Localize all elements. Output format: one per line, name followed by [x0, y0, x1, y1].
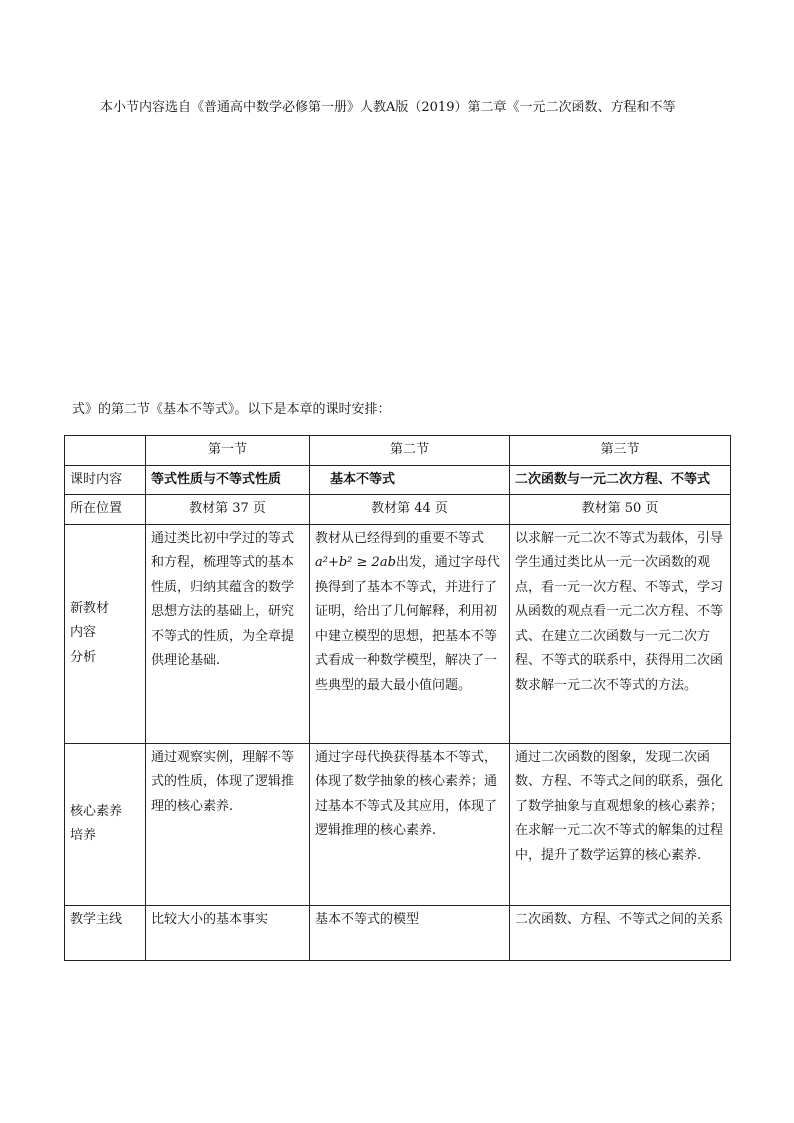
header-cell-section-2: 第二节 [310, 436, 510, 466]
cell-content-3: 二次函数与一元二次方程、不等式 [510, 465, 731, 495]
cell-new-content-1: 通过类比初中学过的等式和方程，梳理等式的基本性质，归纳其蕴含的数学思想方法的基础上，研究不等式的性质，为全章提供理论基础. [146, 524, 310, 743]
cell-mainline-2: 基本不等式的模型 [310, 905, 510, 960]
intro-line-2: 式》的第二节《基本不等式》。以下是本章的课时安排： [72, 402, 391, 417]
table-row-mainline [65, 905, 731, 960]
cell-content-2: 基本不等式 [310, 465, 510, 495]
cell-core-3: 通过二次函数的图象，发现二次函数、方程、不等式之间的联系，强化了数学抽象与直观想象的核心素养；在求解一元二次不等式的解集的过程中，提升了数学运算的核心素养. [510, 743, 731, 905]
cell-new-content-2-pre: 教材从已经得到的重要不等式 [315, 530, 485, 546]
row-label-position: 所在位置 [65, 495, 146, 525]
row-label-new-content-line-3: 分析 [70, 649, 97, 665]
row-label-new-content-line-2: 内容 [70, 625, 97, 641]
row-label-new-content [65, 524, 146, 743]
row-label-new-content-line-1: 新教材 [70, 600, 110, 616]
cell-mainline-1: 比较大小的基本事实 [146, 905, 310, 960]
cell-content-1: 等式性质与不等式性质 [146, 465, 310, 495]
table-row-new-content [65, 524, 731, 743]
inequality-formula: a²+b² ≥ 2ab [315, 555, 396, 570]
cell-new-content-3: 以求解一元二次不等式为载体，引导学生通过类比从一元一次函数的观点，看一元一次方程、不等式，学习从函数的观点看一元二次方程、不等式、在建立二次函数与一元二次方程、不等式的联系中，获得用二次函数求解一元二次不等式的方法。 [510, 524, 731, 743]
row-label-core-line-1: 核心素养 [70, 803, 123, 819]
table-row-content [65, 465, 731, 495]
cell-mainline-3: 二次函数、方程、不等式之间的关系 [510, 905, 731, 960]
table-row-core [65, 743, 731, 905]
cell-new-content-2-post: 出发，通过字母代换得到了基本不等式，并进行了证明，给出了几何解释，利用初中建立模型的思想，把基本不等式看成一种数学模型，解决了一些典型的最大最小值问题。 [315, 555, 500, 693]
row-label-core-line-2: 培养 [70, 828, 97, 843]
cell-core-1: 通过观察实例，理解不等式的性质，体现了逻辑推理的核心素养. [146, 743, 310, 905]
cell-position-2: 教材第 44 页 [310, 495, 510, 525]
header-cell-section-3: 第三节 [510, 436, 731, 466]
header-cell-section-1: 第一节 [146, 436, 310, 466]
intro-line-1: 本小节内容选自《普通高中数学必修第一册》人教A版（2019）第二章《一元二次函数、方程和不等 [100, 100, 676, 115]
cell-position-3: 教材第 50 页 [510, 495, 731, 525]
row-label-mainline: 教学主线 [65, 905, 146, 960]
schedule-table [64, 435, 731, 961]
header-cell-empty [65, 436, 146, 466]
row-label-core [65, 743, 146, 905]
cell-position-1: 教材第 37 页 [146, 495, 310, 525]
table-row-position [65, 495, 731, 525]
cell-new-content-2 [310, 524, 510, 743]
row-label-content: 课时内容 [65, 465, 146, 495]
table-header-row [65, 436, 731, 466]
cell-core-2: 通过字母代换获得基本不等式，体现了数学抽象的核心素养；通过基本不等式及其应用，体现了逻辑推理的核心素养. [310, 743, 510, 905]
